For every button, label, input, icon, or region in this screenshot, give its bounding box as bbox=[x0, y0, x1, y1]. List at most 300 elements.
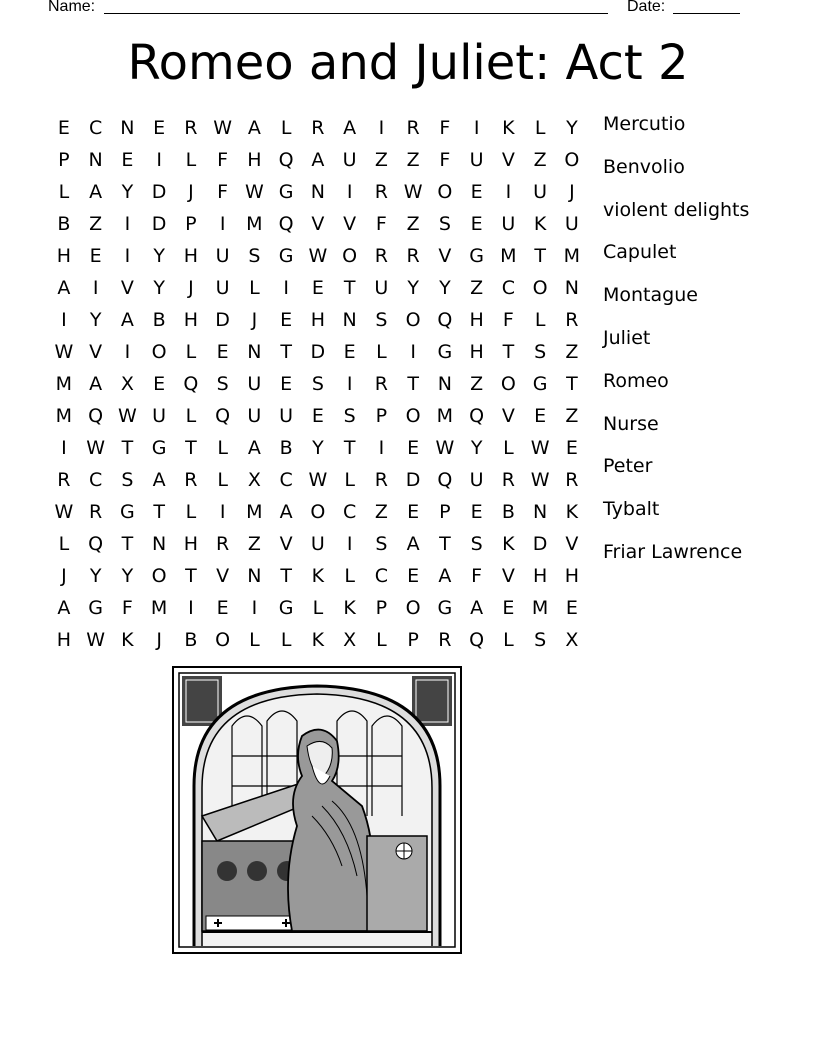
grid-letter: I bbox=[473, 117, 480, 139]
grid-letter: E bbox=[502, 597, 515, 619]
grid-row bbox=[48, 112, 588, 144]
grid-letter: Q bbox=[278, 149, 294, 171]
grid-letter: N bbox=[437, 373, 452, 395]
grid-letter: E bbox=[343, 341, 356, 363]
grid-letter: L bbox=[58, 181, 70, 203]
grid-letter: Z bbox=[406, 213, 420, 235]
grid-letter: X bbox=[247, 469, 261, 491]
grid-letter: G bbox=[278, 245, 294, 267]
grid-letter: A bbox=[89, 181, 103, 203]
grid-letter: R bbox=[374, 469, 388, 491]
grid-letter: A bbox=[247, 437, 261, 459]
grid-letter: V bbox=[565, 533, 579, 555]
grid-letter: J bbox=[188, 277, 194, 299]
page-title: Romeo and Juliet: Act 2 bbox=[127, 35, 689, 91]
grid-letter: G bbox=[437, 341, 453, 363]
grid-letter: Y bbox=[439, 277, 451, 299]
word-list-item: Peter bbox=[603, 455, 653, 478]
grid-letter: V bbox=[279, 533, 293, 555]
grid-row bbox=[48, 240, 588, 272]
grid-letter: P bbox=[185, 213, 197, 235]
grid-letter: P bbox=[375, 597, 388, 619]
grid-letter: I bbox=[61, 309, 67, 331]
grid-letter: U bbox=[152, 405, 167, 427]
grid-letter: W bbox=[244, 181, 264, 203]
grid-letter: U bbox=[279, 405, 294, 427]
grid-letter: C bbox=[374, 565, 389, 587]
grid-letter: N bbox=[247, 565, 262, 587]
grid-letter: I bbox=[251, 597, 258, 619]
grid-letter: E bbox=[153, 373, 166, 395]
grid-letter: U bbox=[247, 373, 262, 395]
grid-letter: T bbox=[185, 437, 197, 459]
grid-letter: Q bbox=[437, 469, 453, 491]
grid-letter: U bbox=[247, 405, 262, 427]
grid-letter: Z bbox=[470, 277, 484, 299]
grid-letter: A bbox=[152, 469, 166, 491]
grid-letter: L bbox=[185, 405, 197, 427]
grid-letter: T bbox=[343, 277, 356, 299]
grid-letter: T bbox=[185, 565, 197, 587]
grid-letter: N bbox=[88, 149, 103, 171]
grid-letter: Q bbox=[88, 405, 104, 427]
grid-letter: W bbox=[403, 181, 423, 203]
grid-letter: Q bbox=[278, 213, 294, 235]
grid-letter: E bbox=[407, 437, 420, 459]
grid-letter: W bbox=[86, 629, 106, 651]
grid-letter: I bbox=[505, 181, 512, 203]
grid-letter: J bbox=[251, 309, 258, 331]
grid-letter: R bbox=[565, 469, 579, 491]
grid-letter: V bbox=[89, 341, 103, 363]
grid-letter: X bbox=[343, 629, 357, 651]
grid-letter: O bbox=[437, 181, 453, 203]
grid-letter: S bbox=[121, 469, 134, 491]
grid-letter: G bbox=[120, 501, 135, 523]
grid-letter: A bbox=[57, 597, 71, 619]
grid-letter: A bbox=[406, 533, 420, 555]
grid-letter: G bbox=[532, 373, 548, 395]
grid-letter: D bbox=[310, 341, 326, 363]
grid-row bbox=[48, 592, 588, 624]
grid-letter: W bbox=[530, 437, 550, 459]
word-list-item: violent delights bbox=[603, 198, 750, 221]
grid-letter: H bbox=[183, 245, 199, 267]
grid-letter: G bbox=[151, 437, 167, 459]
grid-letter: T bbox=[566, 373, 578, 395]
grid-letter: D bbox=[532, 533, 548, 555]
grid-row bbox=[48, 624, 588, 656]
grid-letter: Z bbox=[565, 405, 579, 427]
grid-letter: T bbox=[343, 437, 356, 459]
grid-letter: R bbox=[311, 117, 325, 139]
grid-letter: L bbox=[344, 565, 355, 587]
grid-letter: L bbox=[534, 309, 546, 331]
grid-letter: H bbox=[183, 309, 199, 331]
grid-row bbox=[48, 272, 588, 304]
grid-letter: L bbox=[376, 629, 387, 651]
grid-letter: O bbox=[215, 629, 231, 651]
grid-letter: P bbox=[375, 405, 388, 427]
grid-letter: K bbox=[502, 533, 515, 555]
grid-letter: T bbox=[121, 533, 134, 555]
grid-letter: Q bbox=[469, 629, 485, 651]
grid-letter: B bbox=[152, 309, 166, 331]
grid-letter: F bbox=[121, 597, 133, 619]
grid-letter: L bbox=[503, 629, 514, 651]
grid-letter: F bbox=[502, 309, 514, 331]
grid-letter: E bbox=[470, 213, 483, 235]
grid-row bbox=[48, 464, 588, 496]
grid-letter: W bbox=[54, 501, 74, 523]
grid-letter: U bbox=[469, 149, 484, 171]
grid-letter: U bbox=[342, 149, 357, 171]
grid-letter: F bbox=[439, 117, 451, 139]
grid-letter: I bbox=[219, 501, 226, 523]
grid-letter: B bbox=[184, 629, 198, 651]
grid-letter: W bbox=[435, 437, 455, 459]
grid-letter: H bbox=[56, 629, 72, 651]
date-label: Date: bbox=[627, 0, 666, 15]
grid-letter: Q bbox=[437, 309, 453, 331]
grid-letter: S bbox=[534, 341, 547, 363]
grid-letter: X bbox=[565, 629, 579, 651]
grid-letter: H bbox=[310, 309, 326, 331]
grid-letter: G bbox=[437, 597, 453, 619]
grid-letter: Z bbox=[374, 149, 388, 171]
grid-letter: S bbox=[470, 533, 483, 555]
grid-letter: E bbox=[470, 181, 483, 203]
grid-letter: F bbox=[375, 213, 387, 235]
grid-letter: K bbox=[121, 629, 134, 651]
grid-letter: K bbox=[502, 117, 515, 139]
grid-letter: A bbox=[89, 373, 103, 395]
grid-letter: H bbox=[469, 309, 484, 331]
grid-letter: Q bbox=[183, 373, 199, 395]
word-list-item: Tybalt bbox=[603, 498, 660, 521]
date-blank-line bbox=[673, 13, 740, 14]
grid-letter: M bbox=[531, 597, 549, 619]
grid-letter: V bbox=[311, 213, 325, 235]
grid-letter: G bbox=[88, 597, 103, 619]
grid-letter: G bbox=[469, 245, 484, 267]
grid-letter: L bbox=[534, 117, 546, 139]
grid-letter: P bbox=[407, 629, 419, 651]
grid-letter: E bbox=[153, 117, 166, 139]
grid-letter: I bbox=[92, 277, 99, 299]
grid-row bbox=[48, 176, 588, 208]
grid-letter: C bbox=[88, 117, 103, 139]
grid-letter: E bbox=[565, 437, 578, 459]
grid-letter: R bbox=[184, 117, 198, 139]
grid-letter: E bbox=[57, 117, 70, 139]
grid-letter: J bbox=[156, 629, 162, 651]
grid-letter: O bbox=[151, 341, 167, 363]
word-list-item: Benvolio bbox=[603, 155, 685, 178]
grid-letter: B bbox=[57, 213, 71, 235]
grid-letter: Y bbox=[89, 309, 102, 331]
grid-letter: T bbox=[439, 533, 451, 555]
grid-letter: E bbox=[534, 405, 547, 427]
grid-letter: W bbox=[308, 245, 328, 267]
grid-letter: I bbox=[124, 245, 131, 267]
grid-letter: V bbox=[438, 245, 452, 267]
grid-letter: G bbox=[278, 181, 294, 203]
grid-letter: L bbox=[185, 341, 197, 363]
grid-letter: L bbox=[58, 533, 70, 555]
word-list-item: Nurse bbox=[603, 412, 659, 435]
grid-letter: I bbox=[124, 213, 131, 235]
grid-letter: M bbox=[150, 597, 168, 619]
grid-letter: Y bbox=[121, 565, 134, 587]
grid-letter: K bbox=[343, 597, 356, 619]
grid-letter: T bbox=[502, 341, 515, 363]
grid-letter: Z bbox=[565, 341, 579, 363]
grid-letter: L bbox=[344, 469, 355, 491]
grid-letter: E bbox=[89, 245, 102, 267]
grid-letter: O bbox=[405, 309, 421, 331]
grid-letter: A bbox=[247, 117, 261, 139]
grid-letter: T bbox=[280, 341, 292, 363]
grid-letter: V bbox=[216, 565, 230, 587]
grid-letter: I bbox=[346, 181, 353, 203]
grid-letter: O bbox=[500, 373, 516, 395]
grid-letter: G bbox=[278, 597, 294, 619]
grid-letter: I bbox=[283, 277, 289, 299]
grid-letter: M bbox=[500, 245, 517, 267]
grid-letter: S bbox=[343, 405, 356, 427]
grid-letter: Q bbox=[88, 533, 104, 555]
grid-letter: O bbox=[342, 245, 358, 267]
grid-letter: W bbox=[530, 469, 550, 491]
grid-letter: W bbox=[308, 469, 328, 491]
grid-letter: M bbox=[55, 405, 73, 427]
grid-letter: M bbox=[246, 501, 263, 523]
grid-letter: M bbox=[246, 213, 263, 235]
grid-letter: N bbox=[120, 117, 135, 139]
grid-letter: N bbox=[247, 341, 262, 363]
grid-letter: L bbox=[185, 501, 197, 523]
grid-letter: A bbox=[57, 277, 71, 299]
grid-letter: I bbox=[124, 341, 131, 363]
grid-letter: K bbox=[533, 213, 547, 235]
grid-letter: R bbox=[406, 245, 420, 267]
grid-letter: W bbox=[117, 405, 137, 427]
grid-letter: O bbox=[405, 405, 421, 427]
grid-letter: H bbox=[183, 533, 199, 555]
grid-letter: Y bbox=[121, 181, 134, 203]
grid-letter: L bbox=[376, 341, 387, 363]
grid-letter: V bbox=[120, 277, 134, 299]
grid-letter: H bbox=[532, 565, 548, 587]
grid-letter: I bbox=[188, 597, 194, 619]
grid-letter: R bbox=[184, 469, 198, 491]
grid-row bbox=[48, 304, 588, 336]
grid-letter: Y bbox=[153, 277, 165, 299]
grid-letter: B bbox=[501, 501, 515, 523]
grid-letter: R bbox=[374, 181, 388, 203]
letter-grid bbox=[48, 112, 588, 656]
grid-letter: L bbox=[249, 277, 260, 299]
grid-letter: E bbox=[280, 309, 293, 331]
name-label: Name: bbox=[48, 0, 96, 15]
name-blank-line bbox=[104, 13, 608, 14]
grid-letter: A bbox=[343, 117, 357, 139]
grid-letter: P bbox=[58, 149, 70, 171]
grid-letter: X bbox=[120, 373, 134, 395]
grid-letter: V bbox=[501, 149, 515, 171]
grid-letter: O bbox=[405, 597, 421, 619]
grid-letter: L bbox=[217, 469, 228, 491]
grid-letter: M bbox=[436, 405, 454, 427]
grid-row bbox=[48, 432, 588, 464]
grid-letter: S bbox=[248, 245, 261, 267]
grid-letter: A bbox=[279, 501, 293, 523]
header bbox=[0, 0, 816, 20]
grid-letter: Y bbox=[407, 277, 419, 299]
grid-letter: Q bbox=[215, 405, 231, 427]
grid-letter: F bbox=[217, 181, 229, 203]
grid-letter: Y bbox=[566, 117, 578, 139]
grid-letter: Z bbox=[406, 149, 420, 171]
word-list-item: Friar Lawrence bbox=[603, 540, 743, 563]
grid-letter: U bbox=[501, 213, 516, 235]
grid-letter: S bbox=[375, 533, 388, 555]
grid-letter: E bbox=[407, 501, 420, 523]
grid-letter: I bbox=[346, 533, 353, 555]
grid-letter: W bbox=[86, 437, 106, 459]
grid-letter: I bbox=[156, 149, 162, 171]
grid-letter: B bbox=[279, 437, 293, 459]
grid-letter: L bbox=[280, 117, 292, 139]
grid-letter: V bbox=[501, 405, 515, 427]
grid-letter: U bbox=[564, 213, 579, 235]
word-list-item: Juliet bbox=[603, 326, 651, 349]
grid-letter: M bbox=[55, 373, 73, 395]
grid-letter: T bbox=[407, 373, 419, 395]
grid-letter: D bbox=[215, 309, 230, 331]
grid-letter: C bbox=[88, 469, 103, 491]
grid-letter: F bbox=[217, 149, 229, 171]
grid-letter: Y bbox=[470, 437, 483, 459]
grid-row bbox=[48, 208, 588, 240]
grid-letter: I bbox=[346, 373, 353, 395]
grid-letter: E bbox=[121, 149, 134, 171]
grid-letter: R bbox=[501, 469, 515, 491]
grid-letter: E bbox=[470, 501, 483, 523]
grid-letter: U bbox=[374, 277, 389, 299]
grid-letter: S bbox=[534, 629, 547, 651]
grid-letter: D bbox=[151, 213, 167, 235]
grid-letter: C bbox=[342, 501, 357, 523]
grid-letter: Z bbox=[247, 533, 261, 555]
word-list bbox=[603, 109, 813, 580]
grid-letter: E bbox=[407, 565, 420, 587]
grid-letter: Z bbox=[374, 501, 388, 523]
friar-illustration bbox=[172, 666, 462, 954]
grid-letter: J bbox=[61, 565, 67, 587]
grid-letter: Y bbox=[312, 437, 324, 459]
grid-letter: C bbox=[279, 469, 293, 491]
grid-letter: T bbox=[534, 245, 546, 267]
grid-letter: S bbox=[216, 373, 229, 395]
grid-row bbox=[48, 144, 588, 176]
grid-letter: A bbox=[470, 597, 484, 619]
grid-letter: J bbox=[188, 181, 194, 203]
grid-letter: R bbox=[565, 309, 579, 331]
grid-letter: N bbox=[152, 533, 167, 555]
grid-letter: Z bbox=[533, 149, 547, 171]
grid-letter: C bbox=[501, 277, 516, 299]
grid-letter: Z bbox=[89, 213, 103, 235]
grid-letter: U bbox=[215, 277, 230, 299]
grid-letter: I bbox=[378, 117, 385, 139]
grid-letter: R bbox=[216, 533, 230, 555]
grid-letter: Z bbox=[470, 373, 484, 395]
grid-letter: W bbox=[54, 341, 74, 363]
grid-letter: O bbox=[310, 501, 326, 523]
grid-letter: N bbox=[533, 501, 548, 523]
grid-letter: R bbox=[374, 245, 388, 267]
grid-letter: O bbox=[151, 565, 167, 587]
grid-letter: A bbox=[438, 565, 452, 587]
grid-letter: P bbox=[439, 501, 451, 523]
grid-letter: S bbox=[375, 309, 388, 331]
grid-letter: L bbox=[312, 597, 324, 619]
grid-letter: M bbox=[563, 245, 581, 267]
grid-letter: R bbox=[438, 629, 452, 651]
word-list-item: Montague bbox=[603, 284, 698, 307]
grid-letter: K bbox=[565, 501, 579, 523]
grid-letter: L bbox=[280, 629, 292, 651]
grid-letter: L bbox=[217, 437, 228, 459]
grid-row bbox=[48, 560, 588, 592]
grid-row bbox=[48, 400, 588, 432]
grid-letter: I bbox=[378, 437, 385, 459]
grid-letter: V bbox=[343, 213, 357, 235]
grid-letter: K bbox=[311, 629, 325, 651]
grid-letter: A bbox=[311, 149, 325, 171]
grid-letter: K bbox=[311, 565, 325, 587]
grid-letter: H bbox=[247, 149, 262, 171]
grid-letter: I bbox=[61, 437, 67, 459]
grid-letter: W bbox=[213, 117, 233, 139]
grid-row bbox=[48, 336, 588, 368]
grid-letter: E bbox=[311, 405, 324, 427]
grid-letter: T bbox=[121, 437, 134, 459]
grid-letter: S bbox=[438, 213, 451, 235]
grid-letter: E bbox=[280, 373, 293, 395]
grid-letter: J bbox=[569, 181, 575, 203]
grid-letter: Y bbox=[89, 565, 102, 587]
grid-letter: Y bbox=[153, 245, 165, 267]
grid-letter: R bbox=[57, 469, 71, 491]
grid-letter: N bbox=[342, 309, 357, 331]
grid-letter: Q bbox=[469, 405, 485, 427]
grid-letter: O bbox=[564, 149, 580, 171]
grid-letter: E bbox=[216, 597, 229, 619]
grid-letter: R bbox=[89, 501, 103, 523]
grid-letter: F bbox=[471, 565, 483, 587]
grid-letter: E bbox=[565, 597, 578, 619]
grid-letter: H bbox=[469, 341, 484, 363]
grid-row bbox=[48, 496, 588, 528]
grid-letter: R bbox=[406, 117, 420, 139]
grid-letter: U bbox=[310, 533, 325, 555]
grid-letter: S bbox=[311, 373, 324, 395]
grid-letter: I bbox=[410, 341, 416, 363]
grid-letter: D bbox=[405, 469, 421, 491]
